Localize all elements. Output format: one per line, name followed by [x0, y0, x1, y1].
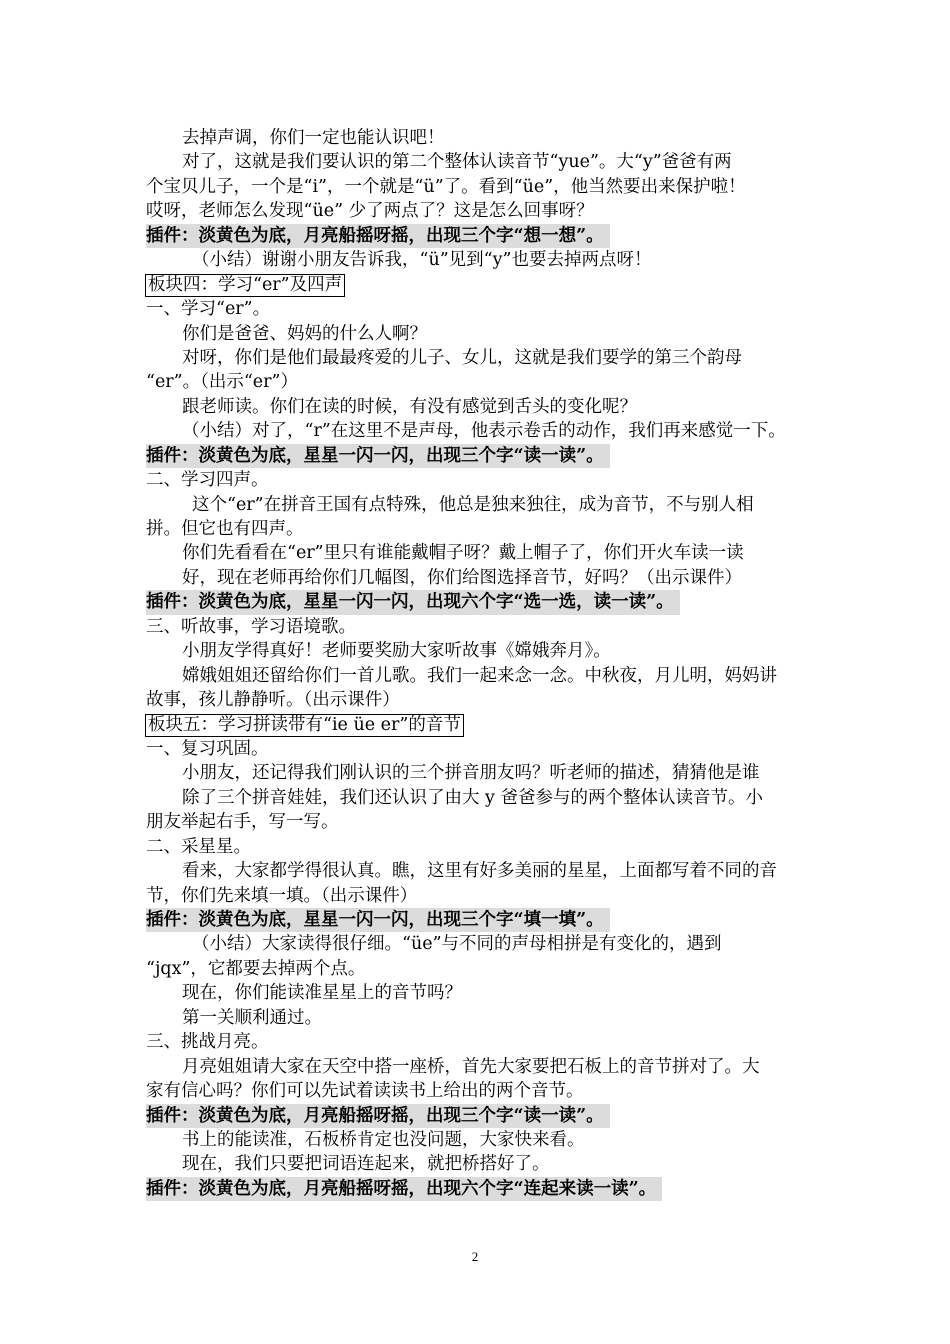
- paragraph-line: 现在，你们能读准星星上的音节吗？: [182, 983, 462, 1004]
- paragraph-line: 月亮姐姐请大家在天空中搭一座桥，首先大家要把石板上的音节拼对了。大: [182, 1056, 760, 1077]
- paragraph-line: 对了，这就是我们要认识的第二个整体认读音节“yue”。大“y”爸爸有两: [182, 152, 732, 173]
- paragraph-line: 对呀，你们是他们最最疼爱的儿子、女儿，这就是我们要学的第三个韵母: [182, 347, 742, 368]
- plugin-note: 插件：淡黄色为底，星星一闪一闪，出现三个字“填一填”。: [146, 908, 610, 932]
- paragraph-line: 现在，我们只要把词语连起来，就把桥搭好了。: [182, 1154, 550, 1175]
- plugin-note-line: [146, 1177, 826, 1201]
- page-number: 2: [471, 1249, 479, 1264]
- paragraph-line: 去掉声调，你们一定也能认识吧！: [182, 128, 445, 148]
- plugin-note-line: [146, 590, 826, 614]
- paragraph-line: 小朋友学得真好！老师要奖励大家听故事《嫦娥奔月》。: [182, 641, 611, 662]
- paragraph-line: 故事，孩儿静静听。（出示课件）: [146, 690, 400, 711]
- subheading: 二、采星星。: [146, 836, 251, 857]
- paragraph-line: 看来，大家都学得很认真。瞧，这里有好多美丽的星星，上面都写着不同的音: [182, 861, 777, 882]
- paragraph-line: 书上的能读准，石板桥肯定也没问题，大家快来看。: [182, 1129, 585, 1150]
- paragraph-line: “jqx”，它都要去掉两个点。: [146, 958, 366, 979]
- section-heading-5: 板块五：学习拼读带有“ie üe er”的音节: [145, 714, 464, 737]
- paragraph-line: 除了三个拼音娃娃，我们还认识了由大 y 爸爸参与的两个整体认读音节。小: [182, 787, 764, 808]
- plugin-note: 插件：淡黄色为底，星星一闪一闪，出现六个字“选一选，读一读”。: [146, 590, 680, 614]
- paragraph-line: 跟老师读。你们在读的时候，有没有感觉到舌头的变化呢？: [182, 396, 637, 417]
- document-body: [146, 126, 826, 1201]
- subheading: 三、听故事，学习语境歌。: [146, 616, 356, 637]
- plugin-note-line: [146, 908, 826, 932]
- subheading: 一、复习巩固。: [146, 738, 269, 759]
- plugin-note: 插件：淡黄色为底，月亮船摇呀摇，出现三个字“想一想”。: [146, 224, 610, 248]
- paragraph-line: 你们先看看在“er”里只有谁能戴帽子呀？戴上帽子了，你们开火车读一读: [182, 543, 744, 564]
- paragraph-line: 个宝贝儿子，一个是“i”，一个就是“ü”了。看到“üe”，他当然要出来保护啦！: [146, 176, 746, 197]
- paragraph-line: 这个“er”在拼音王国有点特殊，他总是独来独往，成为音节，不与别人相: [192, 494, 754, 515]
- paragraph-line: 节，你们先来填一填。（出示课件）: [146, 885, 418, 906]
- paragraph-line: “er”。（出示“er”）: [146, 372, 298, 393]
- paragraph-line: 嫦娥姐姐还留给你们一首儿歌。我们一起来念一念。中秋夜，月儿明，妈妈讲: [182, 665, 777, 686]
- plugin-note-line: [146, 224, 826, 248]
- plugin-note: 插件：淡黄色为底，星星一闪一闪，出现三个字“读一读”。: [146, 444, 610, 468]
- paragraph-line: 家有信心吗？你们可以先试着读读书上给出的两个音节。: [146, 1081, 584, 1102]
- paragraph-line: 小朋友，还记得我们刚认识的三个拼音朋友吗？听老师的描述，猜猜他是谁: [182, 763, 760, 784]
- plugin-note-line: [146, 444, 826, 468]
- plugin-note-line: [146, 1104, 826, 1128]
- paragraph-line: 你们是爸爸、妈妈的什么人啊？: [182, 323, 427, 344]
- section-heading-line: [146, 273, 826, 297]
- plugin-note: 插件：淡黄色为底，月亮船摇呀摇，出现三个字“读一读”。: [146, 1104, 610, 1128]
- subheading: 三、挑战月亮。: [146, 1032, 269, 1053]
- paragraph-line: 第一关顺利通过。: [182, 1007, 322, 1028]
- subheading: 一、学习“er”。: [146, 299, 271, 320]
- section-heading-4: 板块四：学习“er”及四声: [145, 274, 345, 297]
- paragraph-line: 哎呀，老师怎么发现“üe” 少了两点了？这是怎么回事呀？: [146, 201, 594, 222]
- paragraph-line: （小结）谢谢小朋友告诉我，“ü”见到“y”也要去掉两点呀！: [192, 250, 652, 271]
- section-heading-line: [146, 713, 826, 737]
- subheading: 二、学习四声。: [146, 470, 269, 491]
- paragraph-line: 拼。但它也有四声。: [146, 519, 304, 539]
- paragraph-line: （小结）对了，“r”在这里不是声母，他表示卷舌的动作，我们再来感觉一下。: [182, 421, 786, 442]
- plugin-note: 插件：淡黄色为底，月亮船摇呀摇，出现六个字“连起来读一读”。: [146, 1177, 662, 1201]
- paragraph-line: 朋友举起右手，写一写。: [146, 812, 339, 833]
- paragraph-line: （小结）大家读得很仔细。“üe”与不同的声母相拼是有变化的，遇到: [192, 934, 722, 955]
- paragraph-line: 好，现在老师再给你们几幅图，你们给图选择音节，好吗？（出示课件）: [182, 567, 742, 588]
